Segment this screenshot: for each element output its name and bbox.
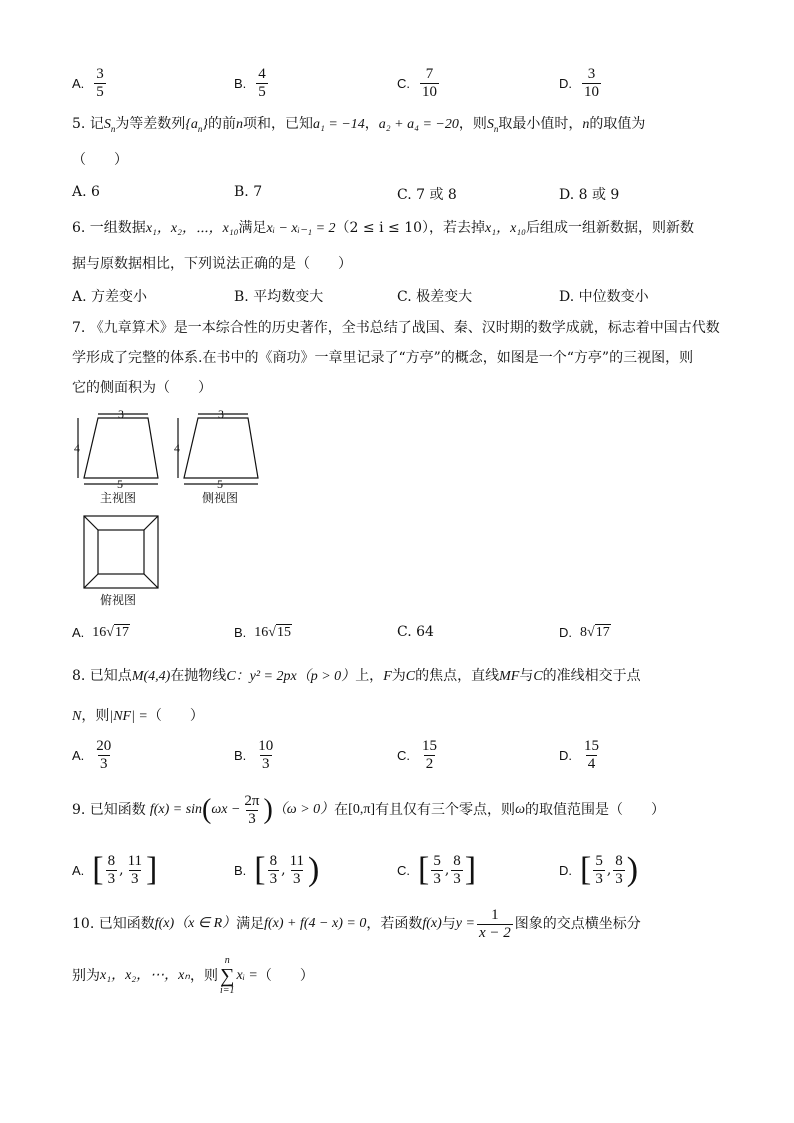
q6-option-b[interactable]: B. 平均数变大 [234, 289, 324, 305]
coefficient: 16 [92, 624, 107, 640]
side-top-dim: 3 [218, 407, 224, 421]
q9-option-a[interactable]: A. [ $\frac{8}{3}$ , $\frac{11}{3}$ ] [72, 851, 158, 888]
side-bottom-dim: 5 [217, 477, 223, 491]
side-view-caption: 侧视图 [202, 491, 239, 505]
q8-option-a[interactable] [72, 738, 115, 773]
q4-option-c[interactable] [397, 66, 441, 101]
side-view-trapezoid [184, 418, 258, 478]
three-view-figure [68, 404, 268, 614]
q6-option-c[interactable]: C. 极差变大 [397, 289, 473, 305]
option-label: A. [72, 76, 85, 91]
option-label: D. [559, 862, 572, 878]
q5-option-c[interactable]: C. 7 或 8 [397, 187, 457, 203]
q7-stem-line3: 它的侧面积为（ ） [72, 380, 212, 396]
q7-option-d[interactable] [559, 624, 611, 641]
option-label: D. [559, 625, 572, 640]
q4-option-b[interactable] [234, 66, 270, 101]
q6-option-a[interactable]: A. 方差变小 [72, 289, 148, 305]
q9-option-b[interactable]: B. [ $\frac{8}{3}$ , $\frac{11}{3}$ ) [234, 851, 320, 888]
option-label: C. [397, 76, 410, 91]
q5-option-d[interactable]: D. 8 或 9 [559, 187, 620, 203]
side-height-dim: 4 [174, 441, 180, 455]
q5-paren: （ ） [72, 152, 128, 168]
front-top-dim: 3 [118, 407, 124, 421]
q8-option-d[interactable] [559, 738, 603, 773]
q6-option-d[interactable]: D. 中位数变小 [559, 289, 649, 305]
option-label: B. [234, 625, 247, 640]
sqrt: √ 17 [587, 625, 610, 640]
q10-stem-line1: 10. 已知函数 f(x) （x ∈ R） 满足 f(x) + f(4 − x) = 0 ，若函数 f(x) 与 y = $\frac{1}{x - 2}$ 图象的交点横坐标分 [72, 906, 641, 941]
top-view-caption: 俯视图 [100, 593, 137, 607]
fraction: $\frac{3}{5}$ [96, 66, 104, 100]
option-label: B. [234, 76, 247, 91]
q4-option-a[interactable] [72, 66, 108, 101]
option-label: B. [234, 862, 247, 878]
top-view-inner [98, 530, 144, 574]
front-bottom-dim: 5 [117, 477, 123, 491]
q8-option-c[interactable] [397, 738, 441, 773]
q7-stem-line1: 7. 《九章算术》是一本综合性的历史著作，全书总结了战国、秦、汉时期的数学成就，标志着中国古代数 [72, 320, 720, 336]
front-height-dim: 4 [74, 441, 80, 455]
sqrt: √ 15 [268, 625, 291, 640]
fraction: $\frac{7}{10}$ [422, 66, 437, 100]
option-label: A. [72, 862, 85, 878]
q7-option-c[interactable]: C. 64 [397, 624, 434, 640]
q9-stem: 9. 已知函数 f(x) = sin ( ωx − $\frac{2\pi}{3}$ ) （ω > 0） 在 [0,π] 有且仅有三个零点，则 ω 的取值范围是（ ） [72, 792, 665, 827]
sqrt: √ 17 [106, 625, 129, 640]
front-view-trapezoid [84, 418, 158, 478]
q5-option-b[interactable]: B. 7 [234, 184, 263, 200]
q8-stem-line2: N，则|NF| =（ ） [72, 708, 204, 724]
summation: n ∑ i=1 [219, 955, 235, 996]
q7-option-a[interactable] [72, 624, 130, 641]
fraction: $\frac{10}{3}$ [258, 738, 274, 772]
front-view-caption: 主视图 [100, 491, 137, 505]
option-label: C. [397, 748, 410, 763]
option-label: A. [72, 748, 85, 763]
q7-option-b[interactable] [234, 624, 292, 641]
option-label: D. [559, 76, 572, 91]
option-label: C. [397, 862, 410, 878]
coefficient: 16 [254, 624, 269, 640]
option-label: D. [559, 748, 572, 763]
q6-stem-line1: 6. 一组数据x₁，x₂，⋯，x₁₀满足xᵢ − xᵢ₋₁ = 2（2 ≤ i ≤ 10），若去掉x₁，x₁₀后组成一组新数据，则新数 [72, 220, 695, 236]
fraction: $\frac{20}{3}$ [96, 738, 112, 772]
option-label: B. [234, 748, 247, 763]
q4-option-d[interactable] [559, 66, 603, 101]
q9-option-c[interactable]: C. [ $\frac{5}{3}$ , $\frac{8}{3}$ ] [397, 851, 477, 888]
fraction: $\frac{4}{5}$ [258, 66, 266, 100]
q6-stem-line2: 据与原数据相比，下列说法正确的是（ ） [72, 256, 352, 272]
fraction: $\frac{15}{2}$ [422, 738, 437, 772]
q7-stem-line2: 学形成了完整的体系.在书中的《商功》一章里记录了“方亭”的概念，如图是一个“方亭”的三视图，则 [72, 350, 694, 366]
q8-stem-line1: 8. 已知点M(4,4)在抛物线C：y² = 2px（p > 0）上，F为C的焦点，直线MF与C的准线相交于点 [72, 668, 641, 684]
q5-stem: 5. 记$S_n$为等差数列$\{a_n\}$的前n项和，已知a₁ = −14，a₂ + a₄ = −20，则$S_n$取最小值时，n的取值为 [72, 116, 646, 134]
coefficient: 8 [580, 624, 587, 640]
fraction: $\frac{15}{4}$ [584, 738, 599, 772]
q5-option-a[interactable]: A. 6 [72, 184, 100, 200]
q8-option-b[interactable] [234, 738, 277, 773]
q10-stem-line2: 别为 x₁，x₂，⋯，xₙ ，则 n ∑ i=1 xᵢ = （ ） [72, 955, 314, 996]
option-label: A. [72, 625, 85, 640]
q9-option-d[interactable]: D. [ $\frac{5}{3}$ , $\frac{8}{3}$ ) [559, 851, 639, 888]
fraction: $\frac{3}{10}$ [584, 66, 599, 100]
